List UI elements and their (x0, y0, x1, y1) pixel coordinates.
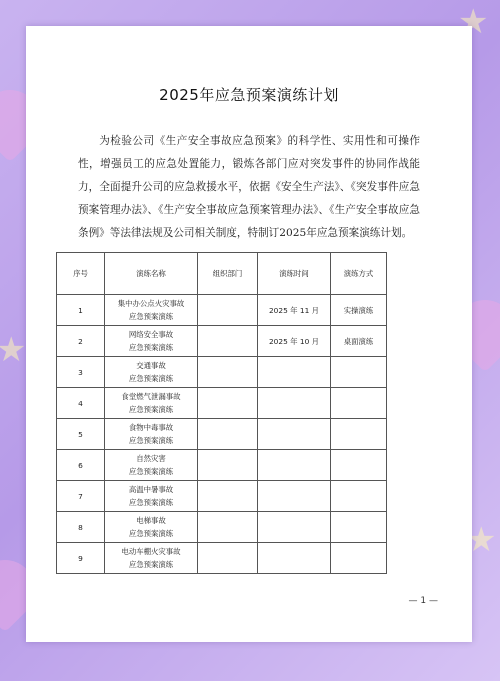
cell-drill-time (258, 419, 331, 450)
cell-drill-mode (331, 450, 387, 481)
table-row (57, 543, 387, 574)
cell-no: 8 (57, 512, 105, 543)
cell-drill-name (105, 326, 198, 357)
cell-drill-time: 2025 年 10 月 (258, 326, 331, 357)
drill-name-line: 自然灾害 (136, 454, 166, 463)
cell-department (198, 543, 258, 574)
table-row (57, 357, 387, 388)
cell-no: 4 (57, 388, 105, 419)
drill-name-line: 食物中毒事故 (128, 423, 174, 432)
header-drill-name: 演练名称 (105, 253, 198, 295)
page-number: — 1 — (408, 596, 438, 606)
cell-drill-mode (331, 419, 387, 450)
cell-department (198, 357, 258, 388)
cell-no: 6 (57, 450, 105, 481)
table-row (57, 388, 387, 419)
cell-drill-name (105, 295, 198, 326)
drill-name-line: 高温中暑事故 (128, 485, 174, 494)
cell-drill-name (105, 388, 198, 419)
table-header-row (57, 253, 387, 295)
cell-drill-name (105, 357, 198, 388)
cell-drill-name (105, 419, 198, 450)
cell-department (198, 450, 258, 481)
cell-department (198, 512, 258, 543)
table-row (57, 481, 387, 512)
table-row (57, 326, 387, 357)
drill-name-line: 应急预案演练 (128, 343, 174, 352)
cell-drill-name (105, 512, 198, 543)
drill-name-line: 应急预案演练 (128, 405, 174, 414)
drill-name-line: 应急预案演练 (128, 560, 174, 569)
table-row (57, 295, 387, 326)
cell-drill-time (258, 543, 331, 574)
table-row (57, 512, 387, 543)
cell-drill-mode (331, 481, 387, 512)
drill-name-line: 电动车棚火灾事故 (121, 547, 181, 556)
cell-drill-mode (331, 357, 387, 388)
drill-plan-table (56, 252, 387, 574)
drill-name-line: 电梯事故 (136, 516, 166, 525)
cell-no: 1 (57, 295, 105, 326)
cell-department (198, 388, 258, 419)
header-no: 序号 (57, 253, 105, 295)
cell-department (198, 326, 258, 357)
drill-name-line: 食堂燃气泄漏事故 (121, 392, 181, 401)
cell-drill-time (258, 357, 331, 388)
cell-drill-mode (331, 543, 387, 574)
cell-drill-mode: 实操演练 (331, 295, 387, 326)
cell-department (198, 295, 258, 326)
cell-drill-time (258, 512, 331, 543)
page-title: 2025年应急预案演练计划 (159, 86, 339, 104)
cell-department (198, 481, 258, 512)
drill-name-line: 应急预案演练 (128, 498, 174, 507)
cell-drill-time: 2025 年 11 月 (258, 295, 331, 326)
table-row (57, 419, 387, 450)
intro-paragraph: 为检验公司《生产安全事故应急预案》的科学性、实用性和可操作性，增强员工的应急处置能力，锻炼各部门应对突发事件的协同作战能力，全面提升公司的应急救援水平，依据《安全生产法》、《突发事件应急预案管理办法》、《生产安全事故应急预案管理办法》、《生产安全事故应急条例》等法律法规及公司相关制度，特制订2025年应急预案演练计划。 (78, 135, 420, 239)
cell-no: 3 (57, 357, 105, 388)
drill-name-line: 应急预案演练 (128, 436, 174, 445)
header-department: 组织部门 (198, 253, 258, 295)
drill-name-line: 应急预案演练 (128, 312, 174, 321)
drill-name-line: 应急预案演练 (128, 374, 174, 383)
cell-drill-name (105, 450, 198, 481)
cell-drill-mode: 桌面演练 (331, 326, 387, 357)
cell-department (198, 419, 258, 450)
header-drill-time: 演练时间 (258, 253, 331, 295)
cell-drill-mode (331, 388, 387, 419)
header-drill-mode: 演练方式 (331, 253, 387, 295)
cell-no: 9 (57, 543, 105, 574)
cell-drill-time (258, 450, 331, 481)
cell-drill-name (105, 481, 198, 512)
drill-name-line: 交通事故 (136, 361, 166, 370)
cell-drill-time (258, 388, 331, 419)
cell-drill-name (105, 543, 198, 574)
cell-no: 7 (57, 481, 105, 512)
cell-no: 5 (57, 419, 105, 450)
cell-drill-time (258, 481, 331, 512)
drill-name-line: 集中办公点火灾事故 (117, 299, 185, 308)
drill-name-line: 网络安全事故 (128, 330, 174, 339)
drill-name-line: 应急预案演练 (128, 467, 174, 476)
cell-drill-mode (331, 512, 387, 543)
table-row (57, 450, 387, 481)
cell-no: 2 (57, 326, 105, 357)
drill-name-line: 应急预案演练 (128, 529, 174, 538)
